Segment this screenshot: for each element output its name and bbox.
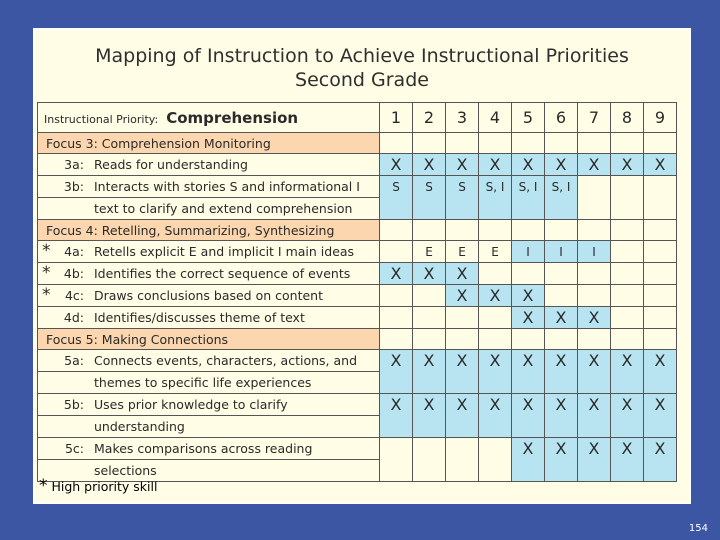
grade-mark bbox=[479, 198, 512, 220]
grade-mark: X bbox=[578, 350, 611, 372]
skill-row bbox=[38, 176, 677, 198]
grade-mark bbox=[446, 460, 479, 482]
empty-cell bbox=[512, 220, 545, 241]
grade-mark: X bbox=[512, 154, 545, 176]
grade-mark: X bbox=[446, 154, 479, 176]
skill-label bbox=[38, 285, 380, 307]
grade-mark: X bbox=[644, 154, 677, 176]
slide-title bbox=[35, 44, 689, 92]
empty-cell bbox=[446, 133, 479, 154]
priority-star: * bbox=[42, 285, 51, 305]
grade-mark bbox=[578, 198, 611, 220]
grade-mark bbox=[479, 307, 512, 329]
focus-row bbox=[38, 220, 677, 241]
skill-code: 3b: bbox=[63, 179, 84, 194]
skill-label bbox=[38, 394, 380, 416]
grade-mark bbox=[578, 176, 611, 198]
grade-mark bbox=[446, 416, 479, 438]
grade-mark bbox=[644, 285, 677, 307]
grade-mark bbox=[380, 307, 413, 329]
grade-mark bbox=[611, 263, 644, 285]
grade-mark: X bbox=[578, 394, 611, 416]
grade-mark bbox=[611, 241, 644, 263]
skill-row bbox=[38, 438, 677, 460]
grade-mark bbox=[413, 285, 446, 307]
grade-mark bbox=[644, 307, 677, 329]
skill-text: Uses prior knowledge to clarify bbox=[94, 397, 288, 412]
grade-mark bbox=[644, 372, 677, 394]
skill-label bbox=[38, 241, 380, 263]
focus-label: Focus 3: Comprehension Monitoring bbox=[38, 133, 380, 154]
priority-value: Comprehension bbox=[166, 108, 299, 127]
skill-code: 4b: bbox=[63, 266, 84, 281]
grade-header: 2 bbox=[413, 103, 446, 133]
skill-text: Draws conclusions based on content bbox=[94, 288, 323, 303]
skill-row bbox=[38, 350, 677, 372]
grade-mark bbox=[611, 198, 644, 220]
priority-star: * bbox=[42, 241, 51, 261]
skill-label bbox=[38, 154, 380, 176]
grade-mark bbox=[446, 438, 479, 460]
grade-mark bbox=[644, 241, 677, 263]
grade-mark bbox=[446, 307, 479, 329]
grade-mark bbox=[380, 285, 413, 307]
skill-row bbox=[38, 307, 677, 329]
grade-mark: X bbox=[512, 394, 545, 416]
grade-mark bbox=[611, 176, 644, 198]
grade-mark: X bbox=[611, 154, 644, 176]
grade-mark: X bbox=[446, 285, 479, 307]
grade-mark: E bbox=[413, 241, 446, 263]
skill-text: text to clarify and extend comprehension bbox=[94, 201, 353, 216]
grade-mark bbox=[380, 438, 413, 460]
focus-row bbox=[38, 329, 677, 350]
grade-mark bbox=[413, 307, 446, 329]
empty-cell bbox=[380, 220, 413, 241]
grade-mark bbox=[479, 438, 512, 460]
grade-mark: X bbox=[512, 285, 545, 307]
grade-header: 3 bbox=[446, 103, 479, 133]
focus-label: Focus 4: Retelling, Summarizing, Synthesizing bbox=[38, 220, 380, 241]
empty-cell bbox=[479, 329, 512, 350]
grade-mark: I bbox=[578, 241, 611, 263]
grade-header: 7 bbox=[578, 103, 611, 133]
page-number: 154 bbox=[688, 523, 708, 534]
empty-cell bbox=[512, 133, 545, 154]
grade-header: 8 bbox=[611, 103, 644, 133]
grade-mark: S, I bbox=[479, 176, 512, 198]
grade-mark: X bbox=[512, 307, 545, 329]
grade-mark: X bbox=[578, 154, 611, 176]
empty-cell bbox=[644, 329, 677, 350]
skill-row bbox=[38, 241, 677, 263]
grade-header: 9 bbox=[644, 103, 677, 133]
skill-code: 5a: bbox=[64, 353, 84, 368]
skill-label bbox=[38, 438, 380, 460]
footnote bbox=[39, 476, 157, 496]
grade-mark bbox=[512, 198, 545, 220]
footnote-text: High priority skill bbox=[51, 479, 158, 494]
grade-mark: X bbox=[644, 394, 677, 416]
grade-mark bbox=[380, 241, 413, 263]
skill-label bbox=[38, 198, 380, 220]
grade-mark: X bbox=[413, 394, 446, 416]
grade-mark bbox=[611, 460, 644, 482]
empty-cell bbox=[578, 133, 611, 154]
grade-header: 1 bbox=[380, 103, 413, 133]
grade-mark bbox=[413, 438, 446, 460]
grade-mark: X bbox=[545, 394, 578, 416]
grade-mark: I bbox=[545, 241, 578, 263]
grade-mark bbox=[644, 263, 677, 285]
skill-text: understanding bbox=[94, 419, 185, 434]
skill-code: 5b: bbox=[63, 397, 84, 412]
grade-mark bbox=[644, 460, 677, 482]
skill-text: Makes comparisons across reading bbox=[94, 441, 313, 456]
grade-mark: X bbox=[479, 394, 512, 416]
empty-cell bbox=[446, 329, 479, 350]
skill-text: themes to specific life experiences bbox=[94, 375, 312, 390]
grade-mark: S bbox=[380, 176, 413, 198]
grade-mark: X bbox=[644, 350, 677, 372]
grade-mark bbox=[512, 416, 545, 438]
skill-label bbox=[38, 416, 380, 438]
grade-mark bbox=[380, 372, 413, 394]
grade-mark bbox=[512, 372, 545, 394]
grade-header: 6 bbox=[545, 103, 578, 133]
grade-mark: X bbox=[446, 350, 479, 372]
grade-mark bbox=[545, 372, 578, 394]
empty-cell bbox=[545, 133, 578, 154]
grade-mark bbox=[413, 460, 446, 482]
empty-cell bbox=[413, 133, 446, 154]
grade-header: 5 bbox=[512, 103, 545, 133]
grade-mark bbox=[413, 416, 446, 438]
grade-mark bbox=[644, 176, 677, 198]
grade-mark bbox=[380, 416, 413, 438]
empty-cell bbox=[644, 133, 677, 154]
grade-mark: X bbox=[479, 350, 512, 372]
grade-mark: I bbox=[512, 241, 545, 263]
grade-mark: X bbox=[512, 438, 545, 460]
grade-mark: X bbox=[413, 154, 446, 176]
empty-cell bbox=[611, 329, 644, 350]
grade-mark: X bbox=[611, 438, 644, 460]
skill-code: 4c: bbox=[64, 288, 84, 303]
grade-mark: X bbox=[380, 154, 413, 176]
grade-mark: X bbox=[446, 394, 479, 416]
grade-mark bbox=[479, 263, 512, 285]
grade-mark bbox=[545, 460, 578, 482]
grade-mark: X bbox=[644, 438, 677, 460]
empty-cell bbox=[578, 329, 611, 350]
grade-mark: X bbox=[446, 263, 479, 285]
focus-label: Focus 5: Making Connections bbox=[38, 329, 380, 350]
grade-mark bbox=[611, 285, 644, 307]
grade-mark bbox=[512, 263, 545, 285]
skill-label bbox=[38, 307, 380, 329]
skill-row bbox=[38, 154, 677, 176]
grade-mark bbox=[644, 198, 677, 220]
skill-row bbox=[38, 285, 677, 307]
grade-mark bbox=[545, 198, 578, 220]
continuation-row bbox=[38, 372, 677, 394]
grade-mark bbox=[413, 372, 446, 394]
skill-text: Identifies the correct sequence of events bbox=[94, 266, 351, 281]
grade-mark bbox=[479, 460, 512, 482]
grade-mark: X bbox=[380, 263, 413, 285]
empty-cell bbox=[545, 220, 578, 241]
skill-text: Identifies/discusses theme of text bbox=[94, 310, 305, 325]
grade-mark: X bbox=[512, 350, 545, 372]
empty-cell bbox=[380, 133, 413, 154]
priority-cell bbox=[38, 103, 380, 133]
continuation-row bbox=[38, 416, 677, 438]
header-row bbox=[38, 103, 677, 133]
grade-mark: S, I bbox=[512, 176, 545, 198]
grade-mark bbox=[380, 460, 413, 482]
skill-label bbox=[38, 372, 380, 394]
continuation-row bbox=[38, 198, 677, 220]
skill-text: Interacts with stories S and informational I bbox=[94, 179, 360, 194]
grade-mark: X bbox=[545, 154, 578, 176]
grade-mark: X bbox=[413, 350, 446, 372]
skill-text: Reads for understanding bbox=[94, 157, 248, 172]
grade-mark bbox=[545, 285, 578, 307]
grade-header: 4 bbox=[479, 103, 512, 133]
skill-code: 3a: bbox=[64, 157, 84, 172]
mapping-table bbox=[37, 102, 677, 482]
grade-mark bbox=[611, 372, 644, 394]
grade-mark bbox=[611, 416, 644, 438]
grade-mark bbox=[545, 416, 578, 438]
grade-mark: X bbox=[545, 307, 578, 329]
grade-mark bbox=[446, 372, 479, 394]
empty-cell bbox=[545, 329, 578, 350]
skill-label bbox=[38, 176, 380, 198]
empty-cell bbox=[380, 329, 413, 350]
grade-mark: X bbox=[413, 263, 446, 285]
grade-mark: X bbox=[479, 285, 512, 307]
grade-mark: S, I bbox=[545, 176, 578, 198]
empty-cell bbox=[446, 220, 479, 241]
skill-text: Retells explicit E and implicit I main ideas bbox=[94, 244, 355, 259]
empty-cell bbox=[578, 220, 611, 241]
empty-cell bbox=[413, 329, 446, 350]
skill-row bbox=[38, 394, 677, 416]
grade-mark bbox=[578, 460, 611, 482]
grade-mark: X bbox=[578, 438, 611, 460]
skill-label bbox=[38, 350, 380, 372]
skill-code: 4a: bbox=[64, 244, 84, 259]
empty-cell bbox=[479, 133, 512, 154]
grade-mark: X bbox=[380, 394, 413, 416]
priority-star: * bbox=[42, 263, 51, 283]
grade-mark bbox=[578, 416, 611, 438]
grade-mark bbox=[479, 416, 512, 438]
grade-mark bbox=[644, 416, 677, 438]
empty-cell bbox=[644, 220, 677, 241]
title-line-2: Second Grade bbox=[295, 69, 429, 91]
grade-mark: X bbox=[479, 154, 512, 176]
grade-mark bbox=[545, 263, 578, 285]
skill-label bbox=[38, 263, 380, 285]
footnote-star: * bbox=[39, 476, 48, 496]
grade-mark bbox=[578, 372, 611, 394]
empty-cell bbox=[413, 220, 446, 241]
grade-mark: X bbox=[611, 350, 644, 372]
focus-row bbox=[38, 133, 677, 154]
grade-mark: X bbox=[578, 307, 611, 329]
skill-text: Connects events, characters, actions, and bbox=[94, 353, 358, 368]
grade-mark: S bbox=[446, 176, 479, 198]
title-line-1: Mapping of Instruction to Achieve Instructional Priorities bbox=[95, 45, 629, 67]
grade-mark: S bbox=[413, 176, 446, 198]
grade-mark bbox=[578, 285, 611, 307]
grade-mark: E bbox=[479, 241, 512, 263]
skill-code: 5c: bbox=[64, 441, 84, 456]
empty-cell bbox=[512, 329, 545, 350]
grade-mark: X bbox=[545, 438, 578, 460]
grade-mark bbox=[578, 263, 611, 285]
grade-mark: X bbox=[611, 394, 644, 416]
priority-label: Instructional Priority: bbox=[44, 112, 159, 126]
empty-cell bbox=[611, 133, 644, 154]
grade-mark: E bbox=[446, 241, 479, 263]
skill-row bbox=[38, 263, 677, 285]
skill-code: 4d: bbox=[63, 310, 84, 325]
slide bbox=[33, 28, 691, 504]
skill-text: selections bbox=[94, 463, 157, 478]
grade-mark bbox=[380, 198, 413, 220]
empty-cell bbox=[611, 220, 644, 241]
grade-mark bbox=[479, 372, 512, 394]
empty-cell bbox=[479, 220, 512, 241]
grade-mark: X bbox=[545, 350, 578, 372]
grade-mark bbox=[446, 198, 479, 220]
grade-mark bbox=[611, 307, 644, 329]
grade-mark bbox=[512, 460, 545, 482]
grade-mark bbox=[413, 198, 446, 220]
grade-mark: X bbox=[380, 350, 413, 372]
